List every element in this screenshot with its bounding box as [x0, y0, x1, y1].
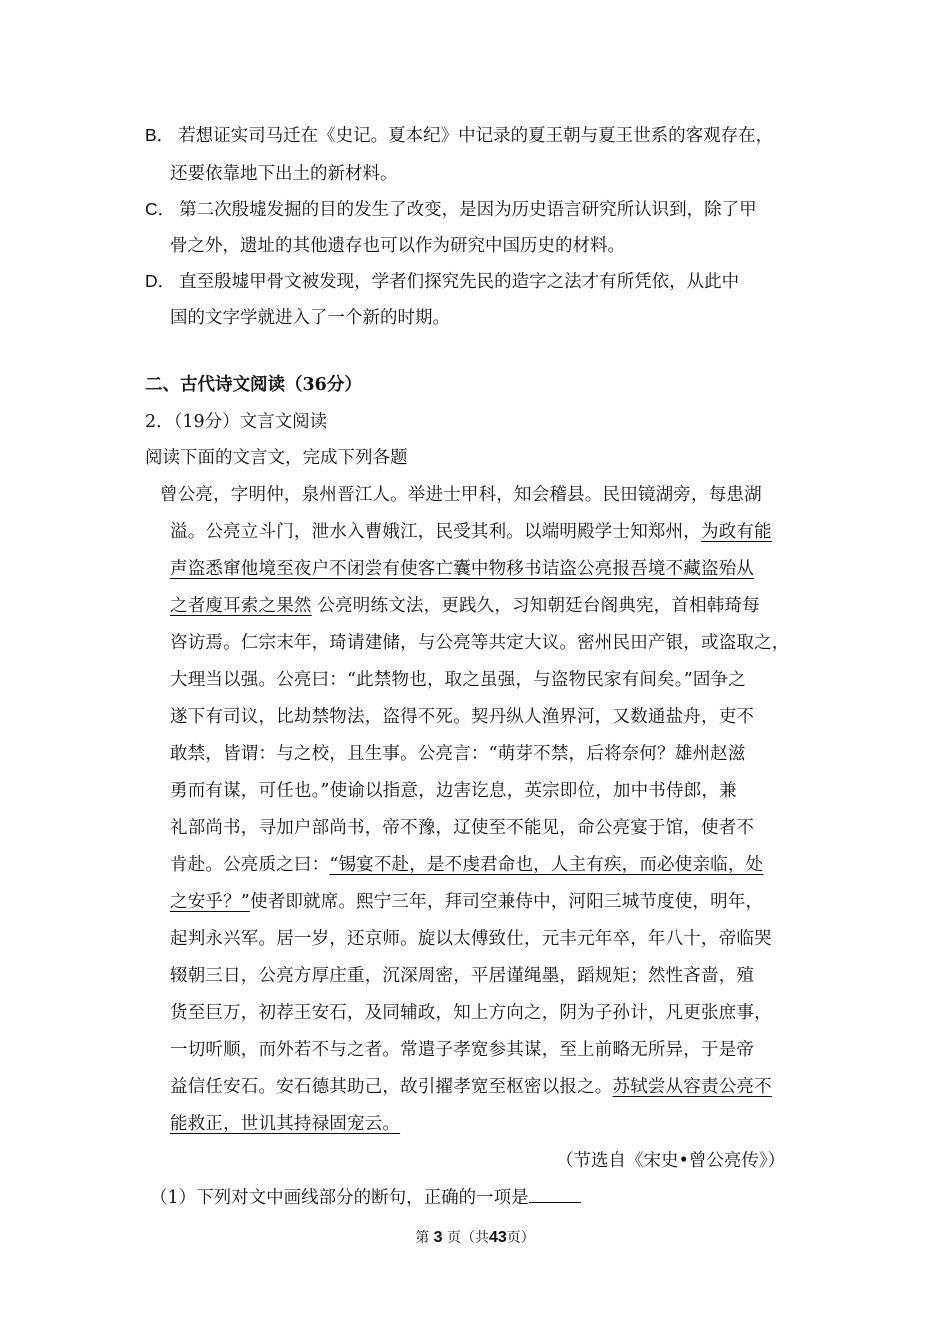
underlined-text: 之安乎？”	[170, 892, 250, 912]
footer-prefix: 第	[415, 1230, 430, 1246]
question-instruction: 阅读下面的文言文，完成下列各题	[145, 448, 408, 468]
passage-line: 大理当以强。公亮曰：“此禁物也，取之虽强，与盗物民家有间矣。”固争之	[170, 670, 746, 690]
page-total: 43	[489, 1229, 507, 1246]
option-d-cont: 国的文字学就进入了一个新的时期。	[170, 308, 450, 328]
option-b	[145, 123, 773, 148]
option-letter: D．	[145, 271, 176, 291]
page-footer	[0, 1228, 950, 1248]
underlined-text: 苏轼尝从容责公亮不	[612, 1077, 772, 1097]
passage-text: 益信任安石。安石德其助己，故引擢孝宽至枢密以报之。	[170, 1077, 613, 1097]
option-c	[145, 197, 757, 222]
option-d	[145, 269, 739, 294]
footer-suffix: 页）	[506, 1230, 535, 1246]
subquestion-text: （1）下列对文中画线部分的断句，正确的一项是	[150, 1188, 529, 1208]
passage-line: 货至巨万，初荐王安石，及同辅政，知上方向之，阴为子孙计，凡更张庶事，	[170, 1003, 772, 1023]
underlined-text: 为政有能	[701, 522, 772, 542]
passage-line	[170, 594, 760, 618]
passage-line: 辍朝三日，公亮方厚庄重，沉深周密，平居谨绳墨，蹈规矩；然性吝啬，殖	[170, 966, 755, 986]
passage-line: 勇而有谋，可任也。”使谕以指意，边害讫息，英宗即位，加中书侍郎，兼	[170, 781, 737, 801]
passage-text: 使者即就席。熙宁三年，拜司空兼侍中，河阳三城节度使，明年，	[249, 892, 764, 912]
page-number: 3	[433, 1229, 443, 1246]
passage-line: 一切听顺，而外若不与之者。常遣子孝宽参其谋，至上前略无所异，于是帝	[170, 1040, 755, 1060]
subquestion	[150, 1184, 581, 1210]
passage-source: （节选自《宋史•曾公亮传》）	[556, 1151, 786, 1171]
option-c-cont: 骨之外，遗址的其他遗存也可以作为研究中国历史的材料。	[170, 236, 625, 256]
option-text: 若想证实司马迁在《史记。夏本纪》中记录的夏王朝与夏王世系的客观存在，	[178, 126, 774, 146]
passage-line: 曾公亮，字明仲，泉州晋江人。举进士甲科，知会稽县。民田镜湖旁，每患湖	[160, 485, 762, 505]
passage-line: 礼部尚书，寻加户部尚书，帝不豫，辽使至不能见，命公亮宴于馆，使者不	[170, 818, 755, 838]
passage-line	[170, 520, 772, 544]
option-letter: C．	[145, 199, 176, 219]
passage-line: 咨访焉。仁宗末年，琦请建储，与公亮等共定大议。密州民田产银，或盗取之，	[170, 633, 790, 653]
question-title: 2．（19分）文言文阅读	[145, 412, 328, 432]
option-text: 第二次殷墟发掘的目的发生了改变，是因为历史语言研究所认识到，除了甲	[179, 200, 757, 220]
section-title: 二、古代诗文阅读（36分）	[145, 375, 362, 395]
passage-line	[170, 853, 763, 877]
underlined-line: 声盗悉窜他境至夜户不闭尝有使客亡囊中物移书诘盗公亮报吾境不藏盗殆从	[170, 559, 755, 579]
passage-line: 敢禁，皆谓：与之校，且生事。公亮言：“萌芽不禁，后将奈何？雄州赵滋	[170, 744, 746, 764]
underlined-text: 之者廋耳索之果然	[170, 596, 312, 616]
underlined-line: 能救正，世讥其持禄固宠云。	[170, 1114, 401, 1134]
passage-line: 遂下有司议，比劫禁物法，盗得不死。契丹纵人渔界河，又数通盐舟，吏不	[170, 707, 755, 727]
passage-text: 溢。公亮立斗门，泄水入曹娥江，民受其利。以端明殿学士知郑州，	[170, 522, 701, 542]
answer-blank	[529, 1184, 581, 1203]
passage-line: 起判永兴军。居一岁，还京师。旋以太傅致仕，元丰元年卒，年八十，帝临哭	[170, 929, 772, 949]
option-text: 直至殷墟甲骨文被发现，学者们探究先民的造字之法才有所凭依，从此中	[179, 272, 740, 292]
passage-line	[170, 890, 763, 914]
passage-line	[170, 1075, 772, 1099]
passage-text: 肯赴。公亮质之曰：	[170, 855, 330, 875]
option-b-cont: 还要依靠地下出土的新材料。	[170, 164, 398, 184]
underlined-text: “锡宴不赴，是不虔君命也，人主有疾，而必使亲临，处	[329, 855, 764, 875]
footer-mid: 页（共	[447, 1230, 489, 1246]
option-letter: B．	[145, 125, 175, 145]
passage-text: 公亮明练文法，更践久，习知朝廷台阁典宪，首相韩琦每	[311, 596, 760, 616]
